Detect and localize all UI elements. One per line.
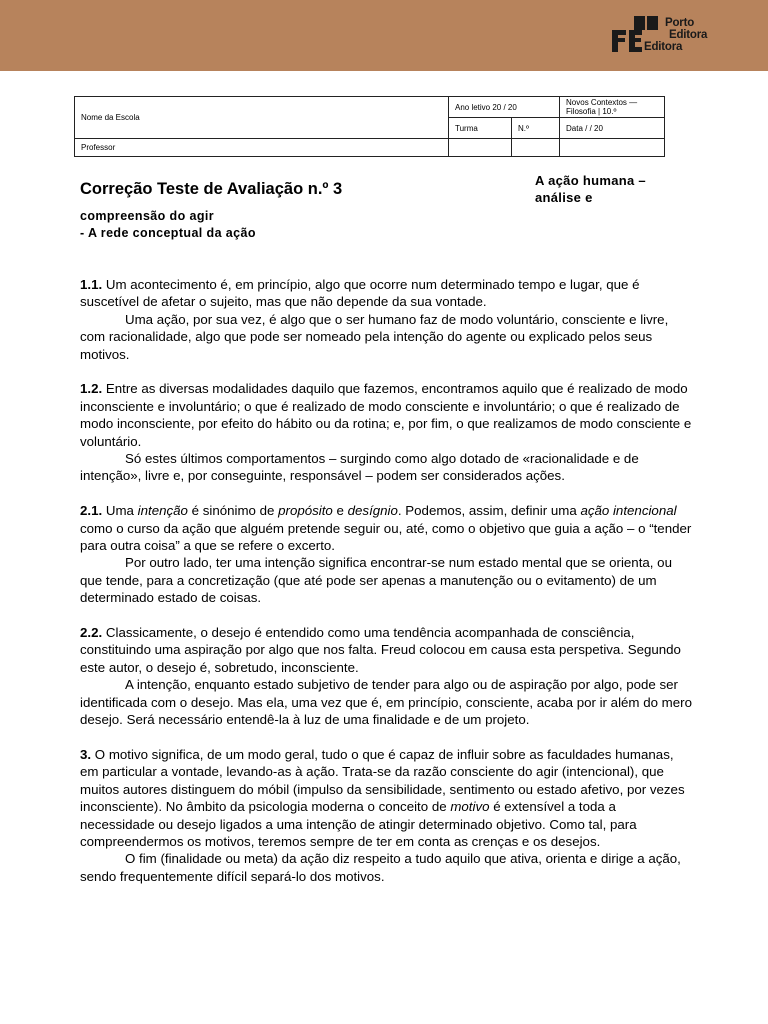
empty-cell: [560, 139, 665, 157]
question-number: 3.: [80, 746, 92, 762]
unit-subtitle-line: compreensão do agir: [80, 209, 215, 223]
unit-subtitle: [80, 208, 256, 242]
answer-paragraph: 2.2. Classicamente, o desejo é entendido como uma tendência acompanhada de consciência, constituindo uma aspiração por algo que nos falta. Freud colocou em causa esta perspetiva. Segundo este autor, o desejo é, sobretudo, inconsciente.: [80, 625, 681, 675]
page-title: Correção Teste de Avaliação n.º 3: [80, 180, 343, 198]
publisher-name: Porto Editora Editora: [644, 17, 708, 53]
teacher-cell: Professor: [75, 139, 449, 157]
collection-cell: Novos Contextos — Filosofia | 10.º: [560, 97, 665, 118]
answer-paragraph: Uma ação, por sua vez, é algo que o ser humano faz de modo voluntário, consciente e livre, com racionalidade, algo que pode ser nomeado pela intenção do agente ou explicado pelos seus motivos.: [80, 311, 669, 362]
answer-paragraph: A intenção, enquanto estado subjetivo de tender para algo ou de aspiração por algo, pode ser identificada com o desejo. Mas ela, uma vez que é, em princípio, consciente, acaba por ir além do mero desejo. Será necessário entendê-la à luz de uma finalidade e de um projeto.: [80, 677, 692, 728]
school-name-cell: Nome da Escola: [75, 97, 449, 139]
empty-cell: [449, 139, 512, 157]
answer-paragraph: Por outro lado, ter uma intenção significa encontrar-se num estado mental que se orienta, ou que tende, para a concretização (que até pode ser apenas a manutenção ou o evitamento) de um determinado estado de coisas.: [80, 555, 672, 606]
answer-paragraph: 1.2. Entre as diversas modalidades daquilo que fazemos, encontramos aquilo que é realizado de modo inconsciente e involuntário; o que é realizado de modo consciente e involuntário; o que é realizado de modo inconsciente, por efeito do hábito ou da rotina; e, por fim, o que realizamos de modo consciente e voluntário.: [80, 381, 692, 449]
publisher-logo: [612, 16, 722, 56]
answer-body: [80, 276, 692, 885]
student-number-cell: N.º: [512, 118, 560, 139]
answer-paragraph: 2.1. Uma intenção é sinónimo de propósito e desígnio. Podemos, assim, definir uma ação intencional como o curso da ação que alguém pretende seguir ou, até, como o objetivo que guia a ação – o “tender para outra coisa” a que se refere o excerto.: [80, 503, 692, 554]
answer-paragraph: 3. O motivo significa, de um modo geral, tudo o que é capaz de influir sobre as faculdades humanas, em particular a vontade, levando-as à ação. Trata-se da razão consciente do agir (intencional), que muitos autores distinguem do móbil (impulso da sensibilidade, sentimento ou estado afetivo, por vezes inconsciente). No âmbito da psicologia moderna o conceito de motivo é extensível a toda a necessidade ou desejo ligados a uma intenção de atingir determinado objetivo. Como tal, para compreendermos os motivos, teremos sempre de ter em conta as crenças e os desejos.: [80, 746, 685, 849]
unit-subtitle-line: - A rede conceptual da ação: [80, 226, 256, 240]
class-cell: Turma: [449, 118, 512, 139]
empty-cell: [512, 139, 560, 157]
answer-paragraph: O fim (finalidade ou meta) da ação diz respeito a tudo aquilo que ativa, orienta e dirige a ação, sendo frequentemente difícil separá-lo dos motivos.: [80, 851, 681, 884]
answer-paragraph: 1.1. Um acontecimento é, em princípio, algo que ocorre num determinado tempo e lugar, que é suscetível de afetar o sujeito, mas que não depende da sua vontade.: [80, 277, 640, 310]
question-number: 1.2.: [80, 381, 103, 397]
date-cell: Data / / 20: [560, 118, 665, 139]
question-number: 1.1.: [80, 277, 103, 292]
question-number: 2.2.: [80, 625, 103, 641]
school-year-cell: Ano letivo 20 / 20: [449, 97, 560, 118]
header-table: [74, 96, 665, 157]
unit-title: A ação humana – análise e: [535, 173, 646, 205]
question-number: 2.1.: [80, 503, 103, 519]
answer-paragraph: Só estes últimos comportamentos – surgindo como algo dotado de «racionalidade e de intenção», livre e, por conseguinte, responsável – podem ser considerados ações.: [80, 451, 639, 484]
